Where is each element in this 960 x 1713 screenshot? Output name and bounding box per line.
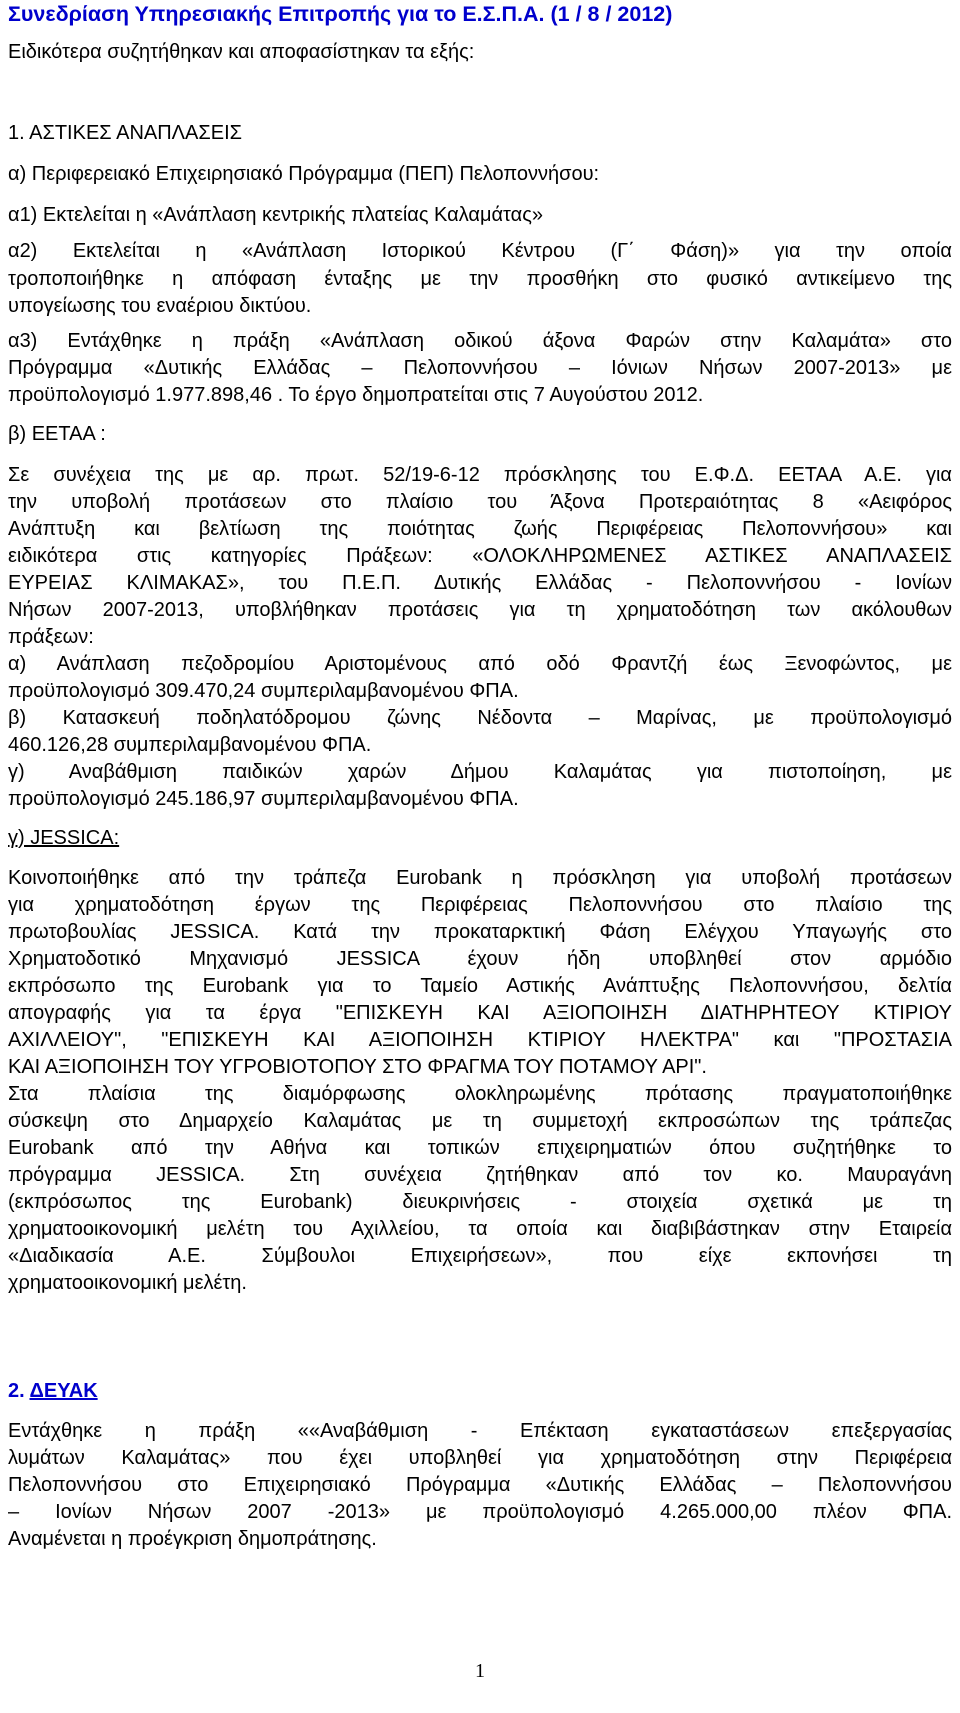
section-2-line: λυμάτων Καλαμάτας» που έχει υποβληθεί για χρηματοδότηση στην Περιφέρεια bbox=[8, 1447, 952, 1469]
section-2-name: ΔΕΥΑΚ bbox=[29, 1380, 98, 1402]
section-1a3-line: Πρόγραμμα «Δυτικής Ελλάδας – Πελοποννήσου – Ιόνιων Νήσων 2007-2013» με bbox=[8, 357, 952, 379]
section-1b-line: Νήσων 2007-2013, υποβλήθηκαν προτάσεις για τη χρηματοδότηση των ακόλουθων bbox=[8, 599, 952, 621]
section-1b-line: την υποβολή προτάσεων στο πλαίσιο του Άξονα Προτεραιότητας 8 «Αειφόρος bbox=[8, 491, 952, 513]
section-1b-title: β) ΕΕΤΑΑ : bbox=[8, 423, 106, 445]
section-1c-line: ΚΑΙ ΑΞΙΟΠΟΙΗΣΗ ΤΟΥ ΥΓΡΟΒΙΟΤΟΠΟΥ ΣΤΟ ΦΡΑΓΜΑ ΤΟΥ ΠΟΤΑΜΟΥ ΑΡΙ". bbox=[8, 1056, 707, 1078]
section-2-line: – Ιονίων Νήσων 2007 -2013» με προϋπολογισμό 4.265.000,00 πλέον ΦΠΑ. bbox=[8, 1501, 952, 1523]
section-1c-line: «Διαδικασία Α.Ε. Σύμβουλοι Επιχειρήσεων», που είχε εκπονήσει τη bbox=[8, 1245, 952, 1267]
section-2-line: Πελοποννήσου στο Επιχειρησιακό Πρόγραμμα «Δυτικής Ελλάδας – Πελοποννήσου bbox=[8, 1474, 952, 1496]
section-1c-line: Χρηματοδοτικό Μηχανισμό JESSICA έχουν ήδη υποβληθεί στον αρμόδιο bbox=[8, 948, 952, 970]
page-number: 1 bbox=[475, 1660, 485, 1682]
section-1b-line: ειδικότερα στις κατηγορίες Πράξεων: «ΟΛΟΚΛΗΡΩΜΕΝΕΣ ΑΣΤΙΚΕΣ ΑΝΑΠΛΑΣΕΙΣ bbox=[8, 545, 952, 567]
section-1-title: 1. ΑΣΤΙΚΕΣ ΑΝΑΠΛΑΣΕΙΣ bbox=[8, 122, 242, 144]
section-1b-line: 460.126,28 συμπεριλαμβανομένου ΦΠΑ. bbox=[8, 734, 372, 756]
section-1c-line: πρόγραμμα JESSICA. Στη συνέχεια ζητήθηκαν από τον κο. Μαυραγάνη bbox=[8, 1164, 952, 1186]
section-1b-line: προϋπολογισμό 309.470,24 συμπεριλαμβανομένου ΦΠΑ. bbox=[8, 680, 519, 702]
section-1c-line: Eurobank από την Αθήνα και τοπικών επιχειρηματιών όπου συζητήθηκε το bbox=[8, 1137, 952, 1159]
section-1c-line: χρηματοοικονομική μελέτη. bbox=[8, 1272, 247, 1294]
section-1b-line: ΕΥΡΕΙΑΣ ΚΛΙΜΑΚΑΣ», του Π.Ε.Π. Δυτικής Ελλάδας - Πελοποννήσου - Ιονίων bbox=[8, 572, 952, 594]
section-1c-line: ΑΧΙΛΛΕΙΟΥ", "ΕΠΙΣΚΕΥΗ ΚΑΙ ΑΞΙΟΠΟΙΗΣΗ ΚΤΙΡΙΟΥ ΗΛΕΚΤΡΑ" και "ΠΡΟΣΤΑΣΙΑ bbox=[8, 1029, 952, 1051]
section-1c-line: για χρηματοδότηση έργων της Περιφέρειας Πελοποννήσου στο πλαίσιο της bbox=[8, 894, 952, 916]
section-1c-line: Κοινοποιήθηκε από την τράπεζα Eurobank η πρόσκληση για υποβολή προτάσεων bbox=[8, 867, 952, 889]
section-1c-line: απογραφής για τα έργα "ΕΠΙΣΚΕΥΗ ΚΑΙ ΑΞΙΟΠΟΙΗΣΗ ΔΙΑΤΗΡΗΤΕΟΥ ΚΤΙΡΙΟΥ bbox=[8, 1002, 952, 1024]
section-1c-line: σύσκεψη στο Δημαρχείο Καλαμάτας με τη συμμετοχή εκπροσώπων της τράπεζας bbox=[8, 1110, 952, 1132]
section-1c-line: πρωτοβουλίας JESSICA. Κατά την προκαταρκτική Φάση Ελέγχου Υπαγωγής στο bbox=[8, 921, 952, 943]
section-1b-line: Σε συνέχεια της με αρ. πρωτ. 52/19-6-12 πρόσκλησης του Ε.Φ.Δ. ΕΕΤΑΑ Α.Ε. για bbox=[8, 464, 952, 486]
section-1b-line: Ανάπτυξη και βελτίωση της ποιότητας ζωής Περιφέρειας Πελοποννήσου» και bbox=[8, 518, 952, 540]
section-2-number: 2. bbox=[8, 1380, 25, 1402]
section-1a2-line: τροποποιήθηκε η απόφαση ένταξης με την προσθήκη στο φυσικό αντικείμενο της bbox=[8, 268, 952, 290]
section-1a-title: α) Περιφερειακό Επιχειρησιακό Πρόγραμμα (ΠΕΠ) Πελοποννήσου: bbox=[8, 163, 600, 185]
section-1c-line: Στα πλαίσια της διαμόρφωσης ολοκληρωμένης πρότασης πραγματοποιήθηκε bbox=[8, 1083, 952, 1105]
section-1a1-text: α1) Εκτελείται η «Ανάπλαση κεντρικής πλατείας Καλαμάτας» bbox=[8, 204, 543, 226]
section-1b-line: προϋπολογισμό 245.186,97 συμπεριλαμβανομένου ΦΠΑ. bbox=[8, 788, 519, 810]
section-1b-line: α) Ανάπλαση πεζοδρομίου Αριστομένους από οδό Φραντζή έως Ξενοφώντος, με bbox=[8, 653, 952, 675]
page-title: Συνεδρίαση Υπηρεσιακής Επιτροπής για το Ε.Σ.Π.Α. (1 / 8 / 2012) bbox=[8, 2, 673, 26]
section-1c-line: εκπρόσωπο της Eurobank για το Ταμείο Αστικής Ανάπτυξης Πελοποννήσου, δελτία bbox=[8, 975, 952, 997]
section-1a2-line: α2) Εκτελείται η «Ανάπλαση Ιστορικού Κέντρου (Γ΄ Φάση)» για την οποία bbox=[8, 240, 952, 262]
section-1a3-line: προϋπολογισμό 1.977.898,46 . Το έργο δημοπρατείται στις 7 Αυγούστου 2012. bbox=[8, 384, 704, 406]
section-1b-line: πράξεων: bbox=[8, 626, 94, 648]
section-1a2-line: υπογείωσης του εναέριου δικτύου. bbox=[8, 295, 312, 317]
section-2-line: Αναμένεται η προέγκριση δημοπράτησης. bbox=[8, 1528, 377, 1550]
section-1b-line: β) Κατασκευή ποδηλατόδρομου ζώνης Νέδοντα – Μαρίνας, με προϋπολογισμό bbox=[8, 707, 952, 729]
section-1c-line: χρηματοοικονομική μελέτη του Αχιλλείου, τα οποία και διαβιβάστηκαν στην Εταιρεία bbox=[8, 1218, 952, 1240]
section-2-line: Εντάχθηκε η πράξη ««Αναβάθμιση - Επέκταση εγκαταστάσεων επεξεργασίας bbox=[8, 1420, 952, 1442]
intro-text: Ειδικότερα συζητήθηκαν και αποφασίστηκαν τα εξής: bbox=[8, 41, 475, 63]
section-1b-line: γ) Αναβάθμιση παιδικών χαρών Δήμου Καλαμάτας για πιστοποίηση, με bbox=[8, 761, 952, 783]
section-1a3-line: α3) Εντάχθηκε η πράξη «Ανάπλαση οδικού άξονα Φαρών στην Καλαμάτα» στο bbox=[8, 330, 952, 352]
section-1c-title: γ) JESSICA: bbox=[8, 827, 120, 849]
section-2-title bbox=[8, 1379, 98, 1403]
section-1c-line: (εκπρόσωπος της Eurobank) διευκρινήσεις - στοιχεία σχετικά με τη bbox=[8, 1191, 952, 1213]
